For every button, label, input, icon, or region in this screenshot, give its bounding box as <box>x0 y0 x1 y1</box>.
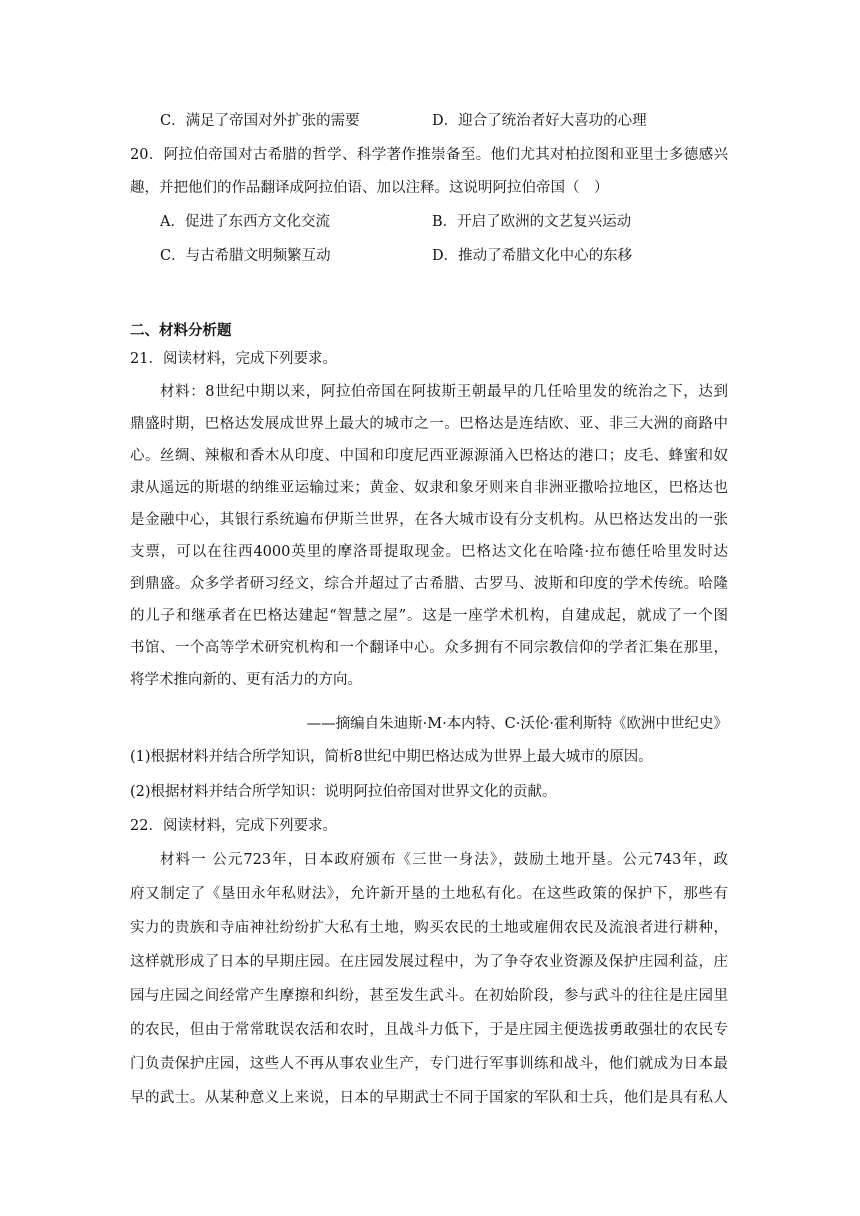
q22-material-line: 这样就形成了日本的早期庄园。在庄园发展过程中，为了争夺农业资源及保护庄园利益，庄 <box>130 954 728 970</box>
q22-material-line: 材料一 公元723年，日本政府颁布《三世一身法》，鼓励土地开垦。公元743年，政 <box>160 852 728 868</box>
q20-option-d: D．推动了希腊文化中心的东移 <box>432 248 633 264</box>
q20-stem-line1: 20．阿拉伯帝国对古希腊的哲学、科学著作推崇备至。他们尤其对柏拉图和亚里士多德感兴 <box>130 147 728 163</box>
section-title: 二、材料分析题 <box>130 322 232 339</box>
q21-material-line: 是金融中心，其银行系统遍布伊斯兰世界，在各大城市设有分支机构。从巴格达发出的一张 <box>130 512 728 528</box>
q22-material-line: 府又制定了《垦田永年私财法》，允许新开垦的土地私有化。在这些政策的保护下，那些有 <box>130 886 728 902</box>
q21-material-line: 的儿子和继承者在巴格达建起“智慧之屋”。这是一座学术机构，自建成起，就成了一个图 <box>130 608 728 624</box>
q21-material-line: 书馆、一个高等学术研究机构和一个翻译中心。众多拥有不同宗教信仰的学者汇集在那里， <box>130 640 728 656</box>
q20-option-a: A．促进了东西方文化交流 <box>160 214 330 230</box>
q22-stem: 22．阅读材料，完成下列要求。 <box>130 818 337 834</box>
q21-material-line: 材料：8世纪中期以来，阿拉伯帝国在阿拔斯王朝最早的几任哈里发的统治之下，达到 <box>160 384 728 400</box>
q19-option-c: C．满足了帝国对外扩张的需要 <box>160 113 360 129</box>
q21-material-line: 隶从遥远的斯堪的纳维亚运输过来；黄金、奴隶和象牙则来自非洲亚撒哈拉地区，巴格达也 <box>130 480 728 496</box>
q22-material-line: 园与庄园之间经常产生摩擦和纠纷，甚至发生武斗。在初始阶段，参与武斗的往往是庄园里 <box>130 988 728 1004</box>
q21-material-line: 到鼎盛。众多学者研习经文，综合并超过了古希腊、古罗马、波斯和印度的学术传统。哈隆 <box>130 576 728 592</box>
q21-material-line: 支票，可以在往西4000英里的摩洛哥提取现金。巴格达文化在哈隆·拉布德任哈里发时达 <box>130 544 728 560</box>
q19-option-d: D．迎合了统治者好大喜功的心理 <box>432 113 647 129</box>
q20-stem-line2: 趣，并把他们的作品翻译成阿拉伯语、加以注释。这说明阿拉伯帝国（ ） <box>130 180 609 196</box>
q21-stem: 21．阅读材料，完成下列要求。 <box>130 351 337 367</box>
q22-material-line: 实力的贵族和寺庙神社纷纷扩大私有土地，购买农民的土地或雇佣农民及流浪者进行耕种， <box>130 920 728 936</box>
q21-subquestion-2: (2)根据材料并结合所学知识：说明阿拉伯帝国对世界文化的贡献。 <box>130 784 557 800</box>
q20-option-c: C．与古希腊文明频繁互动 <box>160 248 331 264</box>
q21-subquestion-1: (1)根据材料并结合所学知识，简析8世纪中期巴格达成为世界上最大城市的原因。 <box>130 749 653 765</box>
q22-material-line: 的农民，但由于常常耽误农活和农时，且战斗力低下，于是庄园主便选拔勇敢强壮的农民专 <box>130 1022 728 1038</box>
q22-material-line: 门负责保护庄园，这些人不再从事农业生产，专门进行军事训练和战斗，他们就成为日本最 <box>130 1056 728 1072</box>
q21-material-line: 将学术推向新的、更有活力的方向。 <box>130 672 362 688</box>
q21-material-line: 鼎盛时期，巴格达发展成世界上最大的城市之一。巴格达是连结欧、亚、非三大洲的商路中 <box>130 416 728 432</box>
q22-material-line: 早的武士。从某种意义上来说，日本的早期武士不同于国家的军队和士兵，他们是具有私人 <box>130 1090 728 1106</box>
q20-option-b: B．开启了欧洲的文艺复兴运动 <box>432 214 632 230</box>
q21-source-citation: ——摘编自朱迪斯·M·本内特、C·沃伦·霍利斯特《欧洲中世纪史》 <box>306 716 728 732</box>
q21-material-line: 心。丝绸、辣椒和香木从印度、中国和印度尼西亚源源涌入巴格达的港口；皮毛、蜂蜜和奴 <box>130 448 728 464</box>
